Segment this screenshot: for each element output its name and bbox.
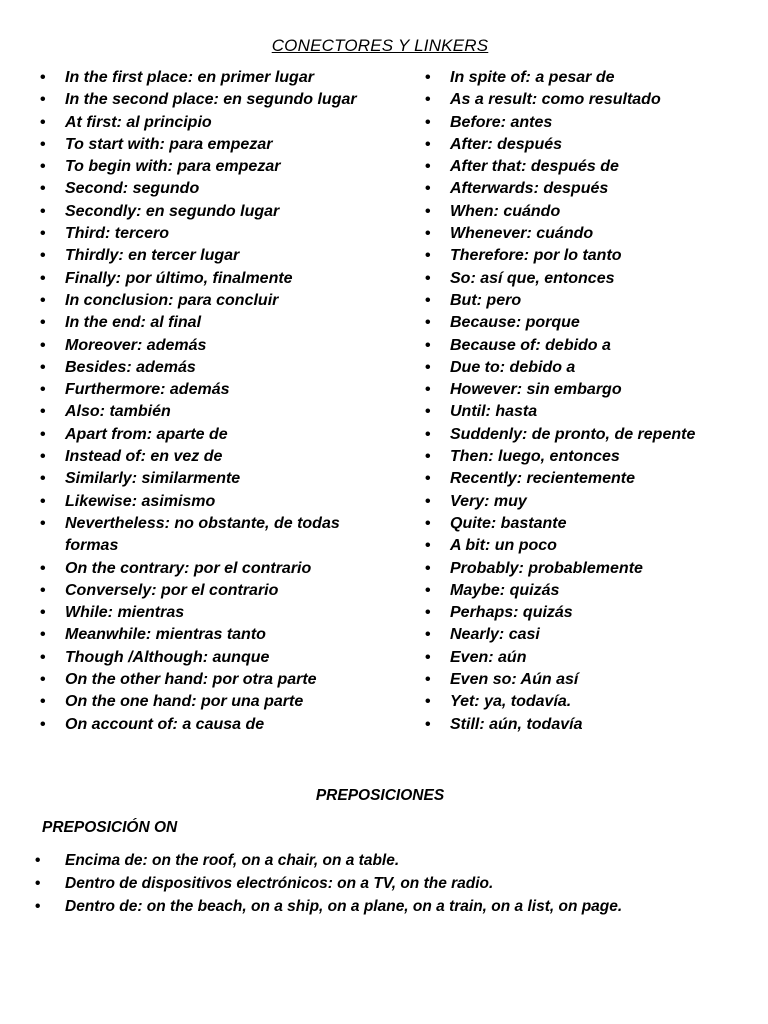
list-item: • Apart from: aparte de xyxy=(37,424,372,446)
list-item: • Even so: Aún así xyxy=(422,669,762,691)
list-item: • In conclusion: para concluir xyxy=(37,290,372,312)
list-item: • On account of: a causa de xyxy=(37,714,372,736)
list-item: • However: sin embargo xyxy=(422,379,762,401)
preposition-on-subtitle: PREPOSICIÓN ON xyxy=(42,819,178,836)
list-item: • Quite: bastante xyxy=(422,513,762,535)
list-item: • Because of: debido a xyxy=(422,335,762,357)
list-item: • Instead of: en vez de xyxy=(37,446,372,468)
list-item: • On the one hand: por una parte xyxy=(37,691,372,713)
list-item: • Even: aún xyxy=(422,647,762,669)
list-item: • Furthermore: además xyxy=(37,379,372,401)
list-item: • Third: tercero xyxy=(37,223,372,245)
list-item: • On the contrary: por el contrario xyxy=(37,558,372,580)
list-item: • So: así que, entonces xyxy=(422,268,762,290)
list-item: • Before: antes xyxy=(422,112,762,134)
list-item: • Moreover: además xyxy=(37,335,372,357)
list-item: • But: pero xyxy=(422,290,762,312)
connectors-list-left xyxy=(37,67,372,736)
list-item: • Due to: debido a xyxy=(422,357,762,379)
list-item: • While: mientras xyxy=(37,602,372,624)
list-item: • Probably: probablemente xyxy=(422,558,762,580)
list-item: • Very: muy xyxy=(422,491,762,513)
list-item: • Conversely: por el contrario xyxy=(37,580,372,602)
list-item: • After that: después de xyxy=(422,156,762,178)
list-item: • In the end: al final xyxy=(37,312,372,334)
prepositions-section-title: PREPOSICIONES xyxy=(315,787,445,804)
list-item: • Suddenly: de pronto, de repente xyxy=(422,424,762,446)
list-item: • Thirdly: en tercer lugar xyxy=(37,245,372,267)
connectors-list-right xyxy=(422,67,762,736)
list-item: • Then: luego, entonces xyxy=(422,446,762,468)
list-item: • In the second place: en segundo lugar xyxy=(37,89,372,111)
list-item: • Secondly: en segundo lugar xyxy=(37,201,372,223)
list-item: • Because: porque xyxy=(422,312,762,334)
list-item: • At first: al principio xyxy=(37,112,372,134)
list-item: • Also: también xyxy=(37,401,372,423)
list-item: • In the first place: en primer lugar xyxy=(37,67,372,89)
list-item: • On the other hand: por otra parte xyxy=(37,669,372,691)
list-item: • Maybe: quizás xyxy=(422,580,762,602)
list-item: • Likewise: asimismo xyxy=(37,491,372,513)
list-item: • To start with: para empezar xyxy=(37,134,372,156)
list-item: • Until: hasta xyxy=(422,401,762,423)
list-item: • Recently: recientemente xyxy=(422,468,762,490)
list-item: • Encima de: on the roof, on a chair, on a table. xyxy=(33,849,763,872)
preposition-on-list xyxy=(33,849,763,918)
list-item: • Though /Although: aunque xyxy=(37,647,372,669)
list-item: • Dentro de: on the beach, on a ship, on a plane, on a train, on a list, on page. xyxy=(33,895,763,918)
list-item: • After: después xyxy=(422,134,762,156)
list-item: • To begin with: para empezar xyxy=(37,156,372,178)
list-item: • In spite of: a pesar de xyxy=(422,67,762,89)
list-item: • Yet: ya, todavía. xyxy=(422,691,762,713)
list-item: • Nearly: casi xyxy=(422,624,762,646)
list-item: • As a result: como resultado xyxy=(422,89,762,111)
list-item: • Nevertheless: no obstante, de todas formas xyxy=(37,513,372,558)
list-item: • Therefore: por lo tanto xyxy=(422,245,762,267)
list-item: • Still: aún, todavía xyxy=(422,714,762,736)
list-item: • Meanwhile: mientras tanto xyxy=(37,624,372,646)
document-title: CONECTORES Y LINKERS xyxy=(271,36,489,55)
list-item: • Besides: además xyxy=(37,357,372,379)
list-item: • Second: segundo xyxy=(37,178,372,200)
list-item: • A bit: un poco xyxy=(422,535,762,557)
list-item: • Afterwards: después xyxy=(422,178,762,200)
list-item: • Similarly: similarmente xyxy=(37,468,372,490)
list-item: • Whenever: cuándo xyxy=(422,223,762,245)
list-item: • Dentro de dispositivos electrónicos: on a TV, on the radio. xyxy=(33,872,763,895)
list-item: • Perhaps: quizás xyxy=(422,602,762,624)
list-item: • When: cuándo xyxy=(422,201,762,223)
list-item: • Finally: por último, finalmente xyxy=(37,268,372,290)
